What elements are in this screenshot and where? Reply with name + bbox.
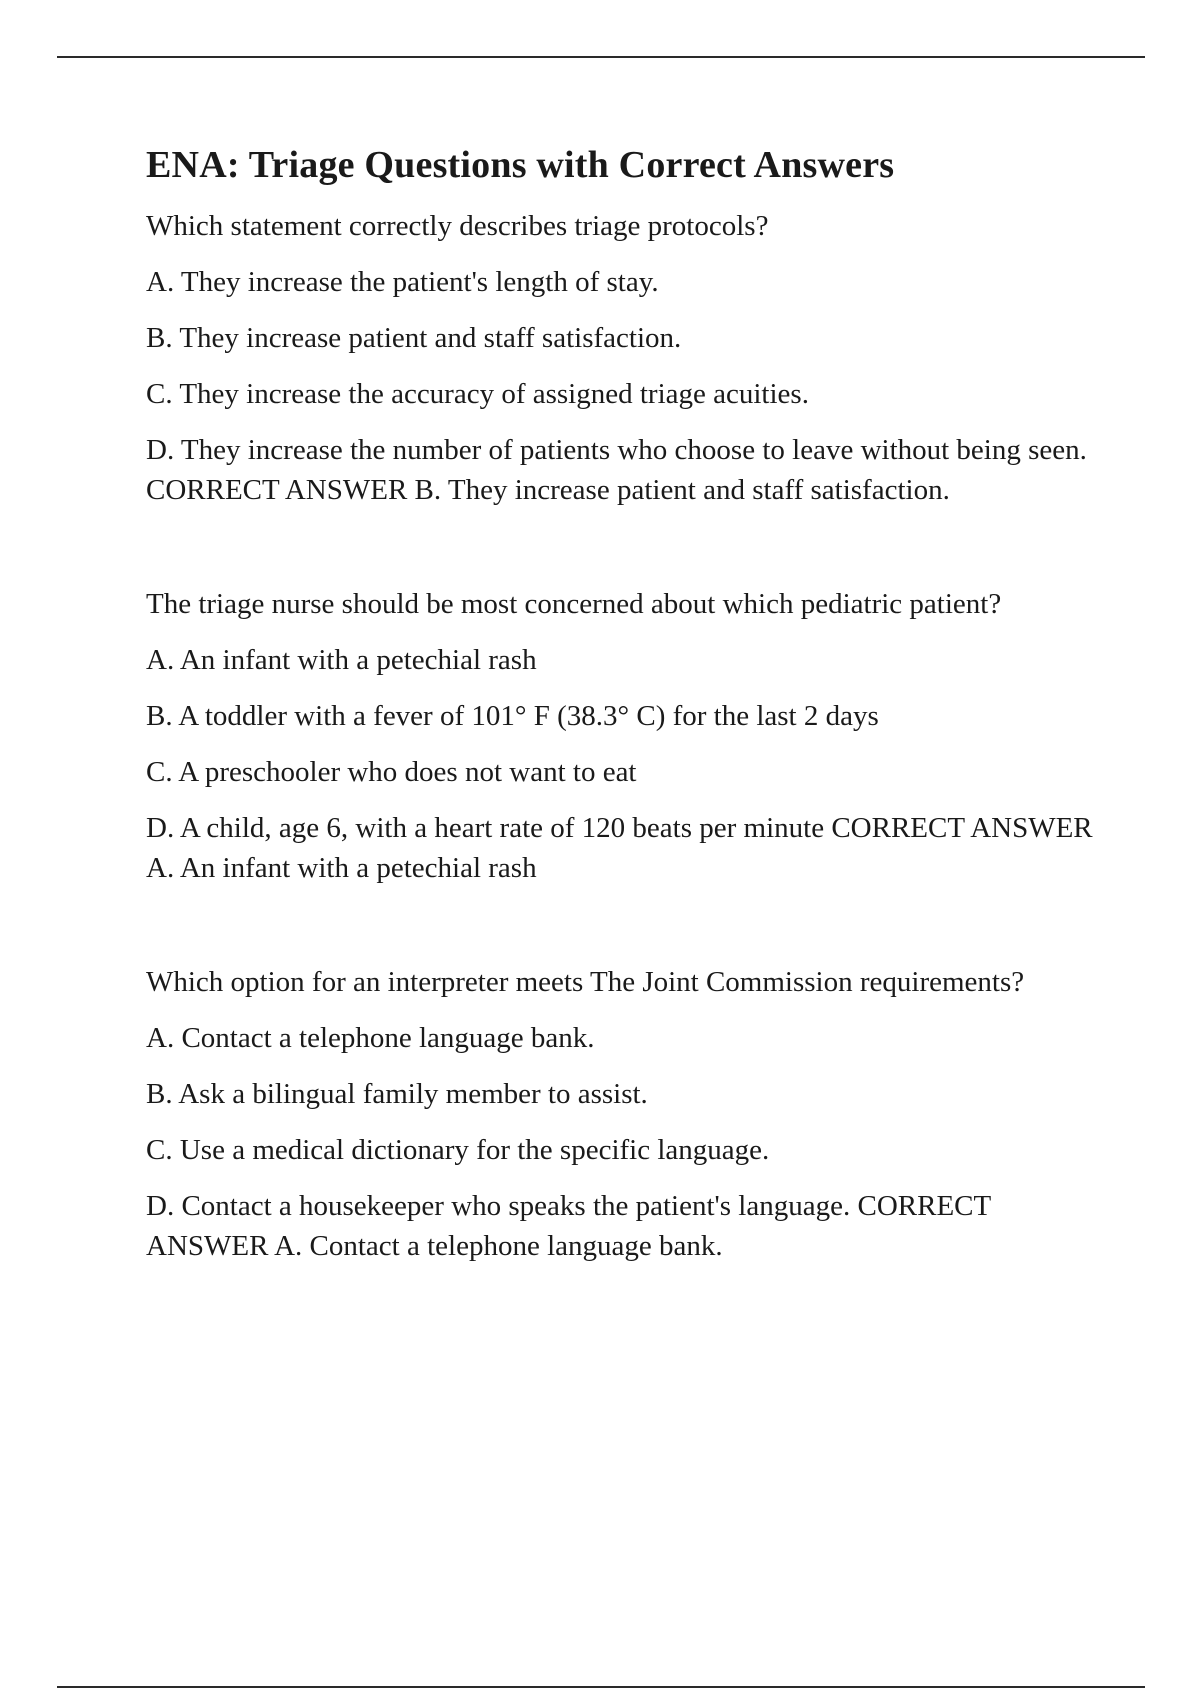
answer-option-c: C. They increase the accuracy of assigned triage acuities. (146, 378, 809, 410)
question-block-1 (146, 206, 1106, 510)
question-stem: The triage nurse should be most concerned about which pediatric patient? (146, 588, 1002, 620)
question-stem: Which option for an interpreter meets The Joint Commission requirements? (146, 966, 1025, 998)
question-stem: Which statement correctly describes triage protocols? (146, 210, 769, 242)
answer-option-a: A. An infant with a petechial rash (146, 644, 537, 676)
answer-option-d-with-correct-answer: D. Contact a housekeeper who speaks the patient's language. CORRECT ANSWER A. Contact a telephone language bank. (146, 1190, 991, 1262)
answer-option-b: B. A toddler with a fever of 101° F (38.3° C) for the last 2 days (146, 700, 879, 732)
answer-option-d-with-correct-answer: D. They increase the number of patients who choose to leave without being seen. CORRECT ANSWER B. They increase patient and staff satisfaction. (146, 434, 1087, 506)
answer-option-c: C. Use a medical dictionary for the specific language. (146, 1134, 770, 1166)
header-divider (57, 56, 1145, 58)
answer-option-a: A. Contact a telephone language bank. (146, 1022, 595, 1054)
answer-option-b: B. They increase patient and staff satisfaction. (146, 322, 682, 354)
answer-option-d-with-correct-answer: D. A child, age 6, with a heart rate of 120 beats per minute CORRECT ANSWER A. An infant with a petechial rash (146, 812, 1093, 884)
question-block-2 (146, 584, 1106, 888)
question-block-3 (146, 962, 1106, 1266)
document-body (146, 143, 1106, 1340)
answer-option-c: C. A preschooler who does not want to eat (146, 756, 637, 788)
footer-divider (57, 1686, 1145, 1688)
document-title: ENA: Triage Questions with Correct Answers (146, 144, 895, 186)
answer-option-b: B. Ask a bilingual family member to assist. (146, 1078, 648, 1110)
answer-option-a: A. They increase the patient's length of stay. (146, 266, 659, 298)
